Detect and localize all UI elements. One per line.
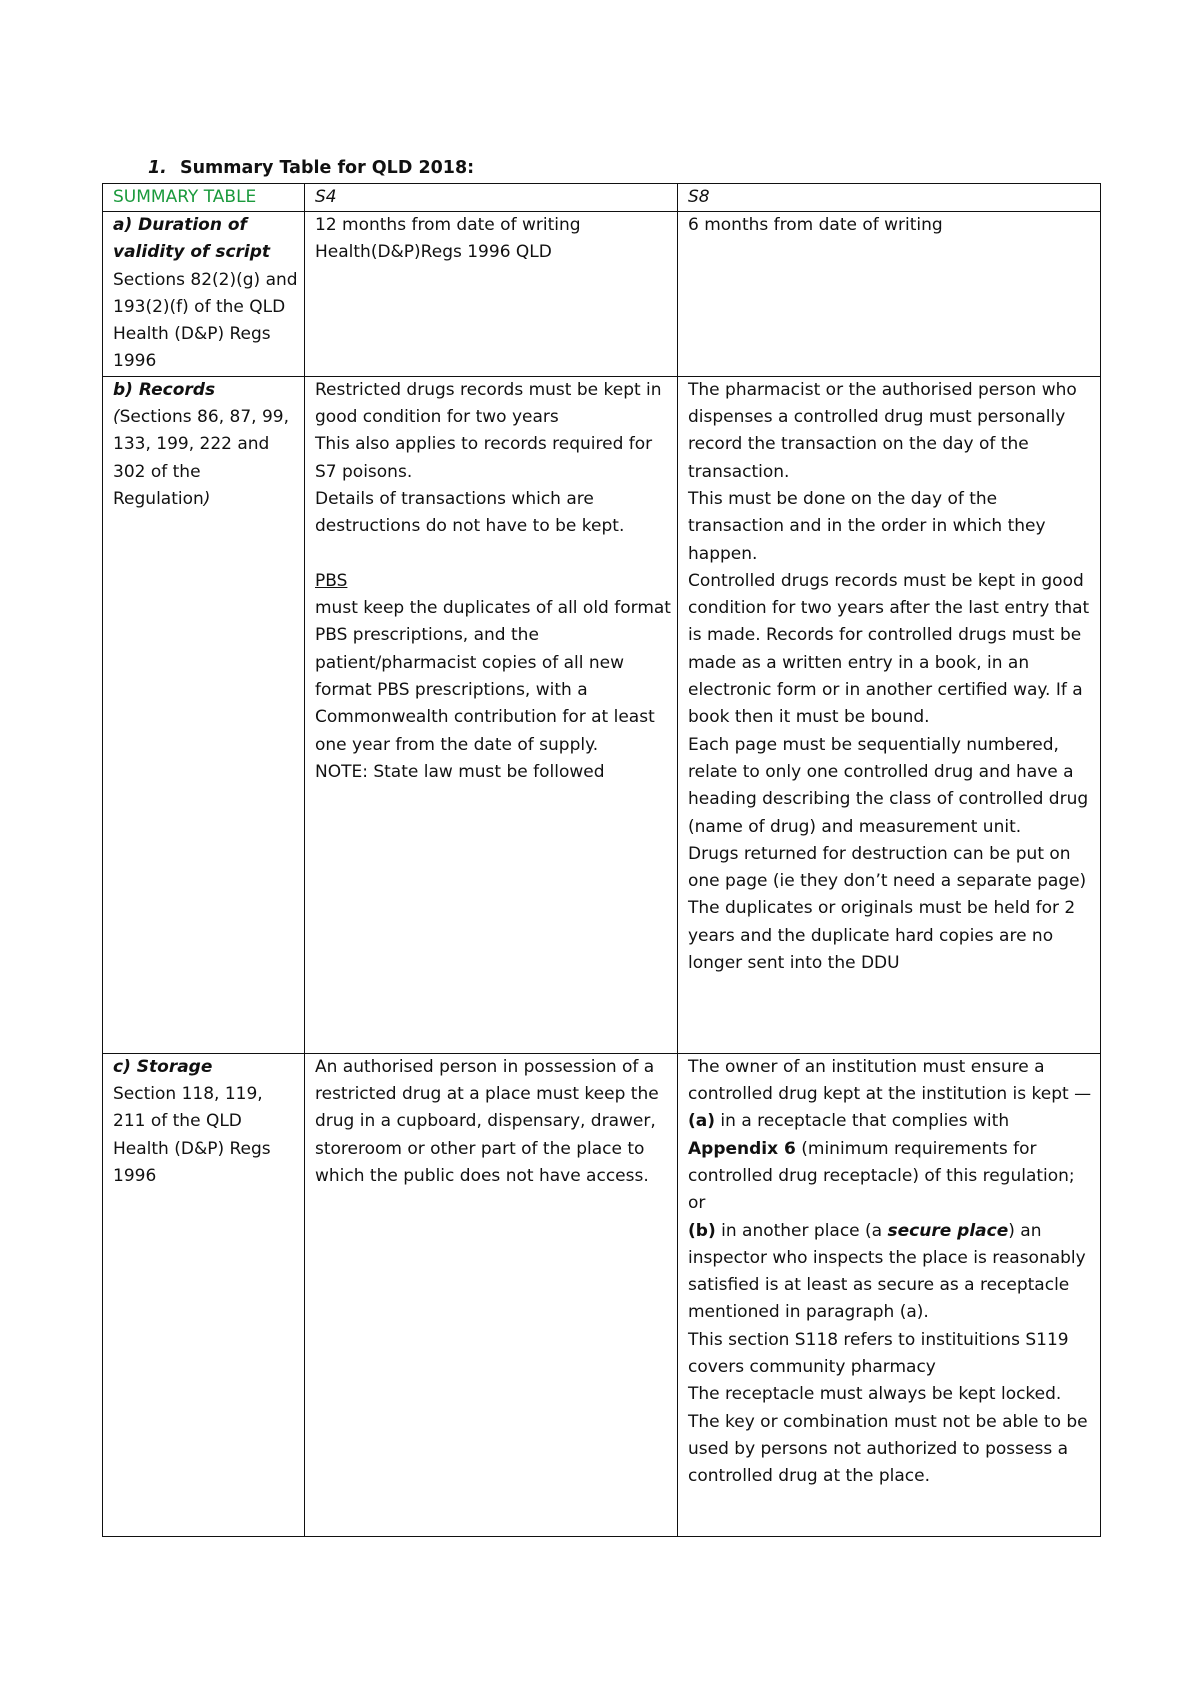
row-a-s8-cell [678, 212, 1101, 377]
heading-number: 1. [148, 158, 167, 178]
table-row-duration [103, 212, 1101, 377]
item-b-marker: (b) [688, 1220, 716, 1241]
row-c-s8-item-a: (a) in a receptacle that complies with Appendix 6 (minimum requirements for controlled drug receptacle) of this regulation; or [688, 1111, 1075, 1214]
header-s8: S8 [678, 184, 1101, 212]
item-a-marker: (a) [688, 1111, 716, 1132]
row-a-label-cell [103, 212, 305, 377]
row-b-label: b) Records [113, 379, 216, 400]
row-c-s8-text: The receptacle must always be kept locked. The key or combination must not be able to be used by persons not authorized to possess a controlled drug at the place. [688, 1384, 1088, 1487]
row-b-ref-open: ( [113, 407, 120, 428]
row-c-s8-cell [678, 1053, 1101, 1536]
row-a-s4-cell [305, 212, 678, 377]
row-b-s4-text: Restricted drugs records must be kept in good condition for two years [315, 379, 662, 428]
row-c-s8-intro: The owner of an institution must ensure a controlled drug kept at the institution is kept — [688, 1056, 1092, 1105]
row-b-reference: Sections 86, 87, 99, 133, 199, 222 and 302 of the Regulation [113, 407, 289, 509]
row-b-s4-text: This also applies to records required for S7 poisons. [315, 434, 653, 482]
row-a-s4-text: 12 months from date of writing [315, 215, 581, 235]
row-b-s4-cell [305, 376, 678, 1053]
row-a-s8-text: 6 months from date of writing [688, 215, 943, 235]
row-c-s4-cell [305, 1053, 678, 1536]
table-row-records [103, 376, 1101, 1053]
row-b-s8-text: The duplicates or originals must be held for 2 years and the duplicate hard copies are no longer sent into the DDU [688, 898, 1076, 974]
row-c-s4-text: An authorised person in possession of a restricted drug at a place must keep the drug in a cupboard, dispensary, drawer, storeroom or other part of the place to which the public does not have access. [315, 1056, 659, 1186]
row-c-reference: Section 118, 119, 211 of the QLD Health (D&P) Regs 1996 [113, 1084, 271, 1186]
row-c-label-cell [103, 1053, 305, 1536]
row-b-s4-text: must keep the duplicates of all old format PBS prescriptions, and the patient/pharmacist copies of all new format PBS prescriptions, with a Commonwealth contribution for at least one year from the date of supply. [315, 598, 671, 755]
row-a-reference: Sections 82(2)(g) and 193(2)(f) of the QLD Health (D&P) Regs 1996 [113, 269, 298, 372]
row-b-s4-note: NOTE: State law must be followed [315, 761, 605, 782]
heading-title: Summary Table for QLD 2018: [180, 158, 475, 178]
row-b-ref-close: ) [203, 488, 211, 509]
row-b-s8-cell [678, 376, 1101, 1053]
table-header-row [103, 184, 1101, 212]
row-b-s4-text: Details of transactions which are destructions do not have to be kept. [315, 488, 625, 537]
row-b-s8-text: The pharmacist or the authorised person who dispenses a controlled drug must personally record the transaction on the day of the transaction. [688, 379, 1077, 482]
row-c-s8-item-b: (b) in another place (a secure place) an inspector who inspects the place is reasonably satisfied is at least as secure as a receptacle mentioned in paragraph (a). [688, 1220, 1086, 1323]
table-row-storage [103, 1053, 1101, 1536]
row-b-s8-text: Controlled drugs records must be kept in good condition for two years after the last entry that is made. Records for controlled drugs must be made as a written entry in a book, in an electronic form or in another certified way. If a book then it must be bound. [688, 570, 1090, 728]
header-s4: S4 [305, 184, 678, 212]
row-b-pbs-heading: PBS [315, 570, 348, 591]
row-b-label-cell [103, 376, 305, 1053]
row-b-s8-text: This must be done on the day of the transaction and in the order in which they happen. [688, 488, 1046, 564]
appendix-6-ref: Appendix 6 [688, 1138, 796, 1159]
row-b-s8-text: Each page must be sequentially numbered, relate to only one controlled drug and have a heading describing the class of controlled drug (name of drug) and measurement unit. [688, 734, 1089, 837]
header-summary-table: SUMMARY TABLE [103, 184, 305, 212]
row-c-s8-text: This section S118 refers to instituitions S119 covers community pharmacy [688, 1329, 1069, 1378]
row-a-s4-text: Health(D&P)Regs 1996 QLD [315, 242, 552, 263]
row-c-label: c) Storage [113, 1056, 213, 1077]
page-heading [148, 158, 474, 178]
row-a-label: a) Duration of validity of script [113, 215, 271, 263]
secure-place-term: secure place [887, 1220, 1009, 1241]
summary-table [102, 183, 1101, 1537]
row-b-s8-text: Drugs returned for destruction can be put on one page (ie they don’t need a separate page) [688, 843, 1087, 892]
